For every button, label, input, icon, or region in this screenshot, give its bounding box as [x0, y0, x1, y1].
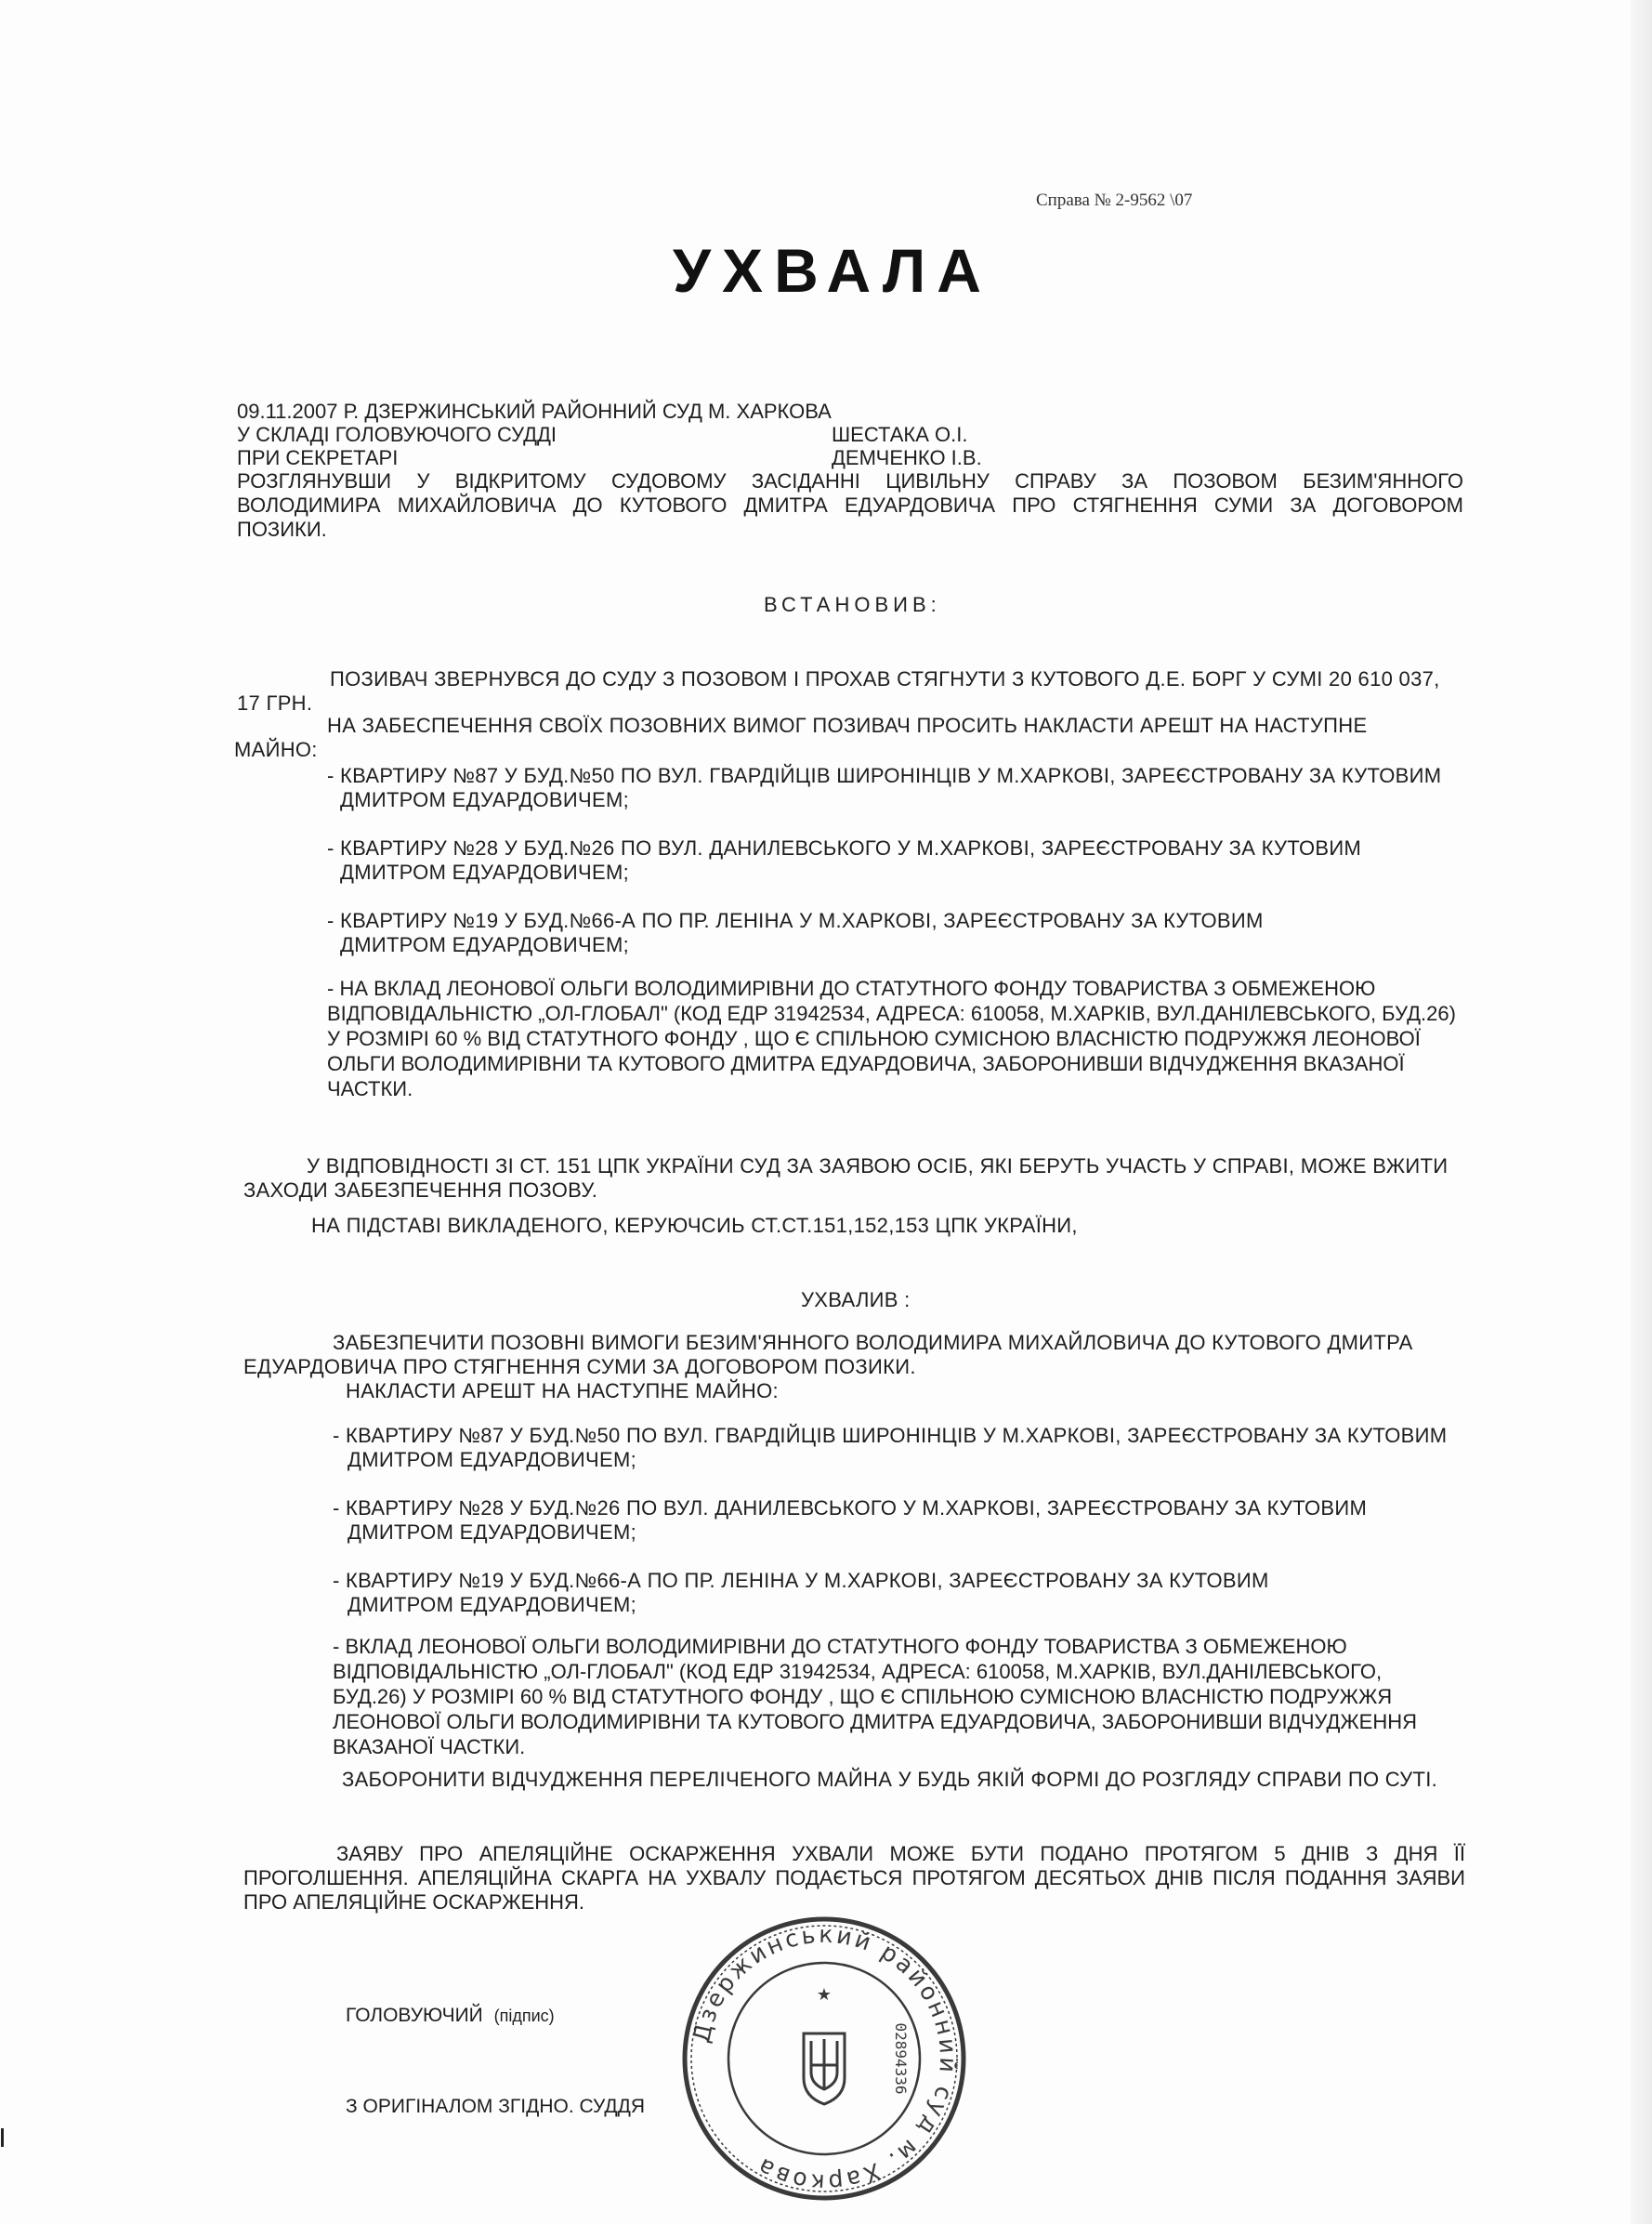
- judge-name: ШЕСТАКА О.І.: [832, 423, 968, 446]
- established-item-3-line2: ДМИТРОМ ЕДУАРДОВИЧЕМ;: [340, 933, 629, 956]
- seal-code: 02894336: [892, 2022, 910, 2095]
- established-item-1-line2: ДМИТРОМ ЕДУАРДОВИЧЕМ;: [340, 788, 629, 811]
- secretary-label: ПРИ СЕКРЕТАРІ: [237, 446, 399, 469]
- arrest-line: НАКЛАСТИ АРЕШТ НА НАСТУПНЕ МАЙНО:: [346, 1379, 779, 1402]
- case-number: Справа № 2-9562 \07: [1036, 191, 1193, 210]
- presiding-label: ГОЛОВУЮЧИЙ: [346, 2005, 483, 2026]
- seal-ring-text: Дзержинський районний суд м. Харкова: [688, 1920, 963, 2197]
- established-p2-line2: МАЙНО:: [234, 738, 318, 761]
- signature-presiding: [346, 2005, 555, 2027]
- resolved-item-1-line2: ДМИТРОМ ЕДУАРДОВИЧЕМ;: [347, 1448, 636, 1471]
- certified-line: З ОРИГІНАЛОМ ЗГІДНО. СУДДЯ: [346, 2096, 645, 2117]
- scan-edge-mark: [1, 2128, 4, 2147]
- secretary-name: ДЕМЧЕНКО І.В.: [832, 446, 982, 469]
- seal-star-icon: ★: [816, 1985, 833, 2005]
- intro-judge-row: [237, 423, 1463, 446]
- secure-line-1: ЗАБЕЗПЕЧИТИ ПОЗОВНІ ВИМОГИ БЕЗИМ'ЯННОГО ВОЛОДИМИРА МИХАЙЛОВИЧА ДО КУТОВОГО ДМИТРА: [333, 1331, 1413, 1354]
- established-p1-line1: ПОЗИВАЧ ЗВЕРНУВСЯ ДО СУДУ З ПОЗОВОМ І ПРОХАВ СТЯГНУТИ З КУТОВОГО Д.Е. БОРГ У СУМІ 20 610 037,: [330, 667, 1440, 691]
- established-item-3-line1: - КВАРТИРУ №19 У БУД.№66-А ПО ПР. ЛЕНІНА У М.ХАРКОВІ, ЗАРЕЄСТРОВАНУ ЗА КУТОВИМ: [327, 909, 1264, 932]
- signed-note: (підпис): [493, 2007, 555, 2025]
- document-title: УХВАЛА: [673, 236, 992, 305]
- basis-line: НА ПІДСТАВІ ВИКЛАДЕНОГО, КЕРУЮЧСИЬ СТ.СТ.151,152,153 ЦПК УКРАЇНИ,: [311, 1214, 1078, 1237]
- appeal-paragraph: ЗАЯВУ ПРО АПЕЛЯЦІЙНЕ ОСКАРЖЕННЯ УХВАЛИ МОЖЕ БУТИ ПОДАНО ПРОТЯГОМ 5 ДНІВ З ДНЯ ЇЇ ПРОГОЛШЕННЯ. АПЕЛЯЦІЙНА СКАРГА НА УХВАЛУ ПОДАЄТЬСЯ ПРОТЯГОМ ДЕСЯТЬОХ ДНІВ ПІСЛЯ ПОДАННЯ ЗАЯВИ ПРО АПЕЛЯЦІЙНЕ ОСКАРЖЕННЯ.: [243, 1842, 1465, 1914]
- law-line-2: ЗАХОДИ ЗАБЕЗПЕЧЕННЯ ПОЗОВУ.: [243, 1178, 598, 1202]
- established-p2-line1: НА ЗАБЕСПЕЧЕННЯ СВОЇХ ПОЗОВНИХ ВИМОГ ПОЗИВАЧ ПРОСИТЬ НАКЛАСТИ АРЕШТ НА НАСТУПНЕ: [327, 714, 1368, 737]
- judge-label: У СКЛАДІ ГОЛОВУЮЧОГО СУДДІ: [237, 423, 557, 446]
- resolved-item-1-line1: - КВАРТИРУ №87 У БУД.№50 ПО ВУЛ. ГВАРДІЙЦІВ ШИРОНІНЦІВ У М.ХАРКОВІ, ЗАРЕЄСТРОВАНУ ЗА КУТОВИМ: [333, 1424, 1448, 1447]
- established-p1-line2: 17 ГРН.: [237, 691, 313, 715]
- secure-line-2: ЕДУАРДОВИЧА ПРО СТЯГНЕННЯ СУМИ ЗА ДОГОВОРОМ ПОЗИКИ.: [243, 1355, 916, 1378]
- established-share-item: - НА ВКЛАД ЛЕОНОВОЇ ОЛЬГИ ВОЛОДИМИРІВНИ ДО СТАТУТНОГО ФОНДУ ТОВАРИСТВА З ОБМЕЖЕНОЮ ВІДПОВІДАЛЬНІСТЮ „ОЛ-ГЛОБАЛ" (КОД ЕДР 31942534, АДРЕСА: 610058, М.ХАРКІВ, ВУЛ.ДАНІЛЕВСЬКОГО, БУД.26) У РОЗМІРІ 60 % ВІД СТАТУТНОГО ФОНДУ , ЩО Є СПІЛЬНОЮ СУМІСНОЮ ВЛАСНІСТЮ ПОДРУЖЖЯ ЛЕОНОВОЇ ОЛЬГИ ВОЛОДИМИРІВНИ ТА КУТОВОГО ДМИТРА ЕДУАРДОВИЧА, ЗАБОРОНИВШИ ВІДЧУДЖЕННЯ ВКАЗАНОЇ ЧАСТКИ.: [327, 977, 1456, 1100]
- resolved-item-3-line2: ДМИТРОМ ЕДУАРДОВИЧЕМ;: [347, 1593, 636, 1616]
- established-item-2-line1: - КВАРТИРУ №28 У БУД.№26 ПО ВУЛ. ДАНИЛЕВСЬКОГО У М.ХАРКОВІ, ЗАРЕЄСТРОВАНУ ЗА КУТОВИМ: [327, 836, 1362, 860]
- trident-emblem-icon: [804, 2033, 845, 2104]
- resolved-share-item: - ВКЛАД ЛЕОНОВОЇ ОЛЬГИ ВОЛОДИМИРІВНИ ДО СТАТУТНОГО ФОНДУ ТОВАРИСТВА З ОБМЕЖЕНОЮ ВІДПОВІДАЛЬНІСТЮ „ОЛ-ГЛОБАЛ" (КОД ЕДР 31942534, АДРЕСА: 610058, М.ХАРКІВ, ВУЛ.ДАНІЛЕВСЬКОГО, БУД.26) У РОЗМІРІ 60 % ВІД СТАТУТНОГО ФОНДУ , ЩО Є СПІЛЬНОЮ СУМІСНОЮ ВЛАСНІСТЮ ПОДРУЖЖЯ ЛЕОНОВОЇ ОЛЬГИ ВОЛОДИМИРІВНИ ТА КУТОВОГО ДМИТРА ЕДУАРДОВИЧА, ЗАБОРОНИВШИ ВІДЧУДЖЕННЯ ВКАЗАНОЇ ЧАСТКИ.: [333, 1635, 1418, 1758]
- law-line-1: У ВІДПОВІДНОСТІ ЗІ СТ. 151 ЦПК УКРАЇНИ СУД ЗА ЗАЯВОЮ ОСІБ, ЯКІ БЕРУТЬ УЧАСТЬ У СПРАВІ, МОЖЕ ВЖИТИ: [307, 1154, 1449, 1178]
- scan-shadow-edge: [1631, 0, 1652, 2224]
- court-seal-stamp: [671, 1905, 977, 2212]
- resolved-heading: УХВАЛИВ :: [801, 1288, 911, 1311]
- intro-block: [237, 400, 1463, 542]
- established-item-2-line2: ДМИТРОМ ЕДУАРДОВИЧЕМ;: [340, 861, 629, 884]
- intro-secretary-row: [237, 446, 1463, 469]
- intro-paragraph: РОЗГЛЯНУВШИ У ВІДКРИТОМУ СУДОВОМУ ЗАСІДАННІ ЦИВІЛЬНУ СПРАВУ ЗА ПОЗОВОМ БЕЗИМ'ЯННОГО ВОЛОДИМИРА МИХАЙЛОВИЧА ДО КУТОВОГО ДМИТРА ЕДУАРДОВИЧА ПРО СТЯГНЕННЯ СУМИ ЗА ДОГОВОРОМ ПОЗИКИ.: [237, 469, 1463, 541]
- resolved-item-3-line1: - КВАРТИРУ №19 У БУД.№66-А ПО ПР. ЛЕНІНА У М.ХАРКОВІ, ЗАРЕЄСТРОВАНУ ЗА КУТОВИМ: [333, 1569, 1269, 1592]
- established-item-1-line1: - КВАРТИРУ №87 У БУД.№50 ПО ВУЛ. ГВАРДІЙЦІВ ШИРОНІНЦІВ У М.ХАРКОВІ, ЗАРЕЄСТРОВАНУ ЗА КУТОВИМ: [327, 764, 1442, 787]
- established-heading: ВСТАНОВИВ:: [764, 593, 941, 616]
- resolved-item-2-line1: - КВАРТИРУ №28 У БУД.№26 ПО ВУЛ. ДАНИЛЕВСЬКОГО У М.ХАРКОВІ, ЗАРЕЄСТРОВАНУ ЗА КУТОВИМ: [333, 1496, 1368, 1520]
- prohibit-line: ЗАБОРОНИТИ ВІДЧУДЖЕННЯ ПЕРЕЛІЧЕНОГО МАЙНА У БУДЬ ЯКІЙ ФОРМІ ДО РОЗГЛЯДУ СПРАВИ ПО СУТІ.: [342, 1768, 1438, 1791]
- resolved-item-2-line2: ДМИТРОМ ЕДУАРДОВИЧЕМ;: [347, 1520, 636, 1544]
- intro-date-court: 09.11.2007 Р. ДЗЕРЖИНСЬКИЙ РАЙОННИЙ СУД М. ХАРКОВА: [237, 400, 832, 423]
